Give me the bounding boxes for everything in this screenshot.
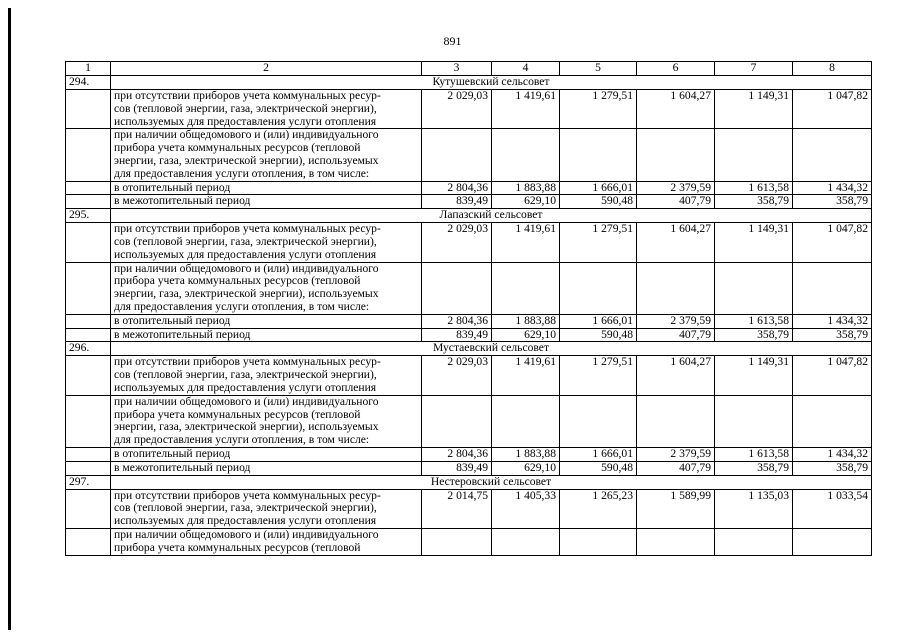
value-cell: 1 405,33 bbox=[492, 489, 560, 528]
description-line: энергии, газа, электрической энергии), используемых bbox=[114, 287, 379, 301]
value-cell: 1 883,88 bbox=[492, 181, 560, 195]
section-title: Лапазский сельсовет bbox=[111, 209, 872, 223]
description-line: при наличии общедомового и (или) индивидуального bbox=[114, 395, 379, 408]
description-line: при отсутствии приборов учета коммунальных ресур- bbox=[114, 222, 381, 236]
section-index: 297. bbox=[66, 475, 111, 489]
section-index: 296. bbox=[66, 342, 111, 356]
index-cell bbox=[66, 528, 111, 555]
description-cell bbox=[111, 262, 422, 314]
value-cell bbox=[715, 395, 793, 447]
description-line: в межотопительный период bbox=[114, 328, 251, 341]
value-cell: 1 613,58 bbox=[715, 447, 793, 461]
description-line: для предоставления услуги отопления, в том числе: bbox=[114, 433, 370, 447]
description-line: прибора учета коммунальных ресурсов (тепловой bbox=[114, 141, 361, 155]
table-row bbox=[66, 195, 872, 209]
value-cell: 590,48 bbox=[560, 461, 637, 475]
description-line: в межотопительный период bbox=[114, 194, 251, 208]
value-cell: 1 047,82 bbox=[793, 356, 872, 395]
value-cell: 839,49 bbox=[422, 195, 492, 209]
value-cell: 590,48 bbox=[560, 328, 637, 342]
table-row bbox=[66, 314, 872, 328]
value-cell bbox=[715, 528, 793, 555]
description-cell bbox=[111, 395, 422, 447]
column-header: 1 bbox=[66, 62, 111, 76]
description-cell bbox=[111, 489, 422, 528]
table-row bbox=[66, 90, 872, 129]
value-cell bbox=[422, 129, 492, 181]
table-row bbox=[66, 356, 872, 395]
description-line: энергии, газа, электрической энергии), используемых bbox=[114, 420, 379, 434]
value-cell: 1 883,88 bbox=[492, 447, 560, 461]
value-cell: 1 613,58 bbox=[715, 314, 793, 328]
description-line: при наличии общедомового и (или) индивидуального bbox=[114, 262, 379, 275]
column-header: 3 bbox=[422, 62, 492, 76]
value-cell: 1 604,27 bbox=[637, 356, 715, 395]
value-cell bbox=[492, 528, 560, 555]
value-cell bbox=[560, 395, 637, 447]
value-cell: 1 265,23 bbox=[560, 489, 637, 528]
value-cell: 2 379,59 bbox=[637, 314, 715, 328]
table-body bbox=[66, 62, 872, 556]
description-line: энергии, газа, электрической энергии), используемых bbox=[114, 153, 379, 167]
value-cell: 2 804,36 bbox=[422, 181, 492, 195]
column-header: 2 bbox=[111, 62, 422, 76]
description-line: при наличии общедомового и (или) индивидуального bbox=[114, 128, 379, 142]
value-cell bbox=[492, 262, 560, 314]
value-cell: 2 014,75 bbox=[422, 489, 492, 528]
value-cell: 1 135,03 bbox=[715, 489, 793, 528]
table-row bbox=[66, 129, 872, 181]
index-cell bbox=[66, 395, 111, 447]
value-cell bbox=[715, 129, 793, 181]
table-row bbox=[66, 262, 872, 314]
value-cell: 590,48 bbox=[560, 195, 637, 209]
column-header-row bbox=[66, 62, 872, 76]
description-cell bbox=[111, 314, 422, 328]
section-index: 294. bbox=[66, 76, 111, 90]
value-cell bbox=[715, 262, 793, 314]
description-cell bbox=[111, 356, 422, 395]
section-row bbox=[66, 342, 872, 356]
description-line: в межотопительный период bbox=[114, 461, 251, 474]
page-number: 891 bbox=[443, 34, 462, 48]
value-cell bbox=[637, 395, 715, 447]
description-line: используемых для предоставления услуги отопления bbox=[114, 247, 377, 261]
value-cell: 2 029,03 bbox=[422, 90, 492, 129]
description-line: при отсутствии приборов учета коммунальных ресур- bbox=[114, 355, 381, 369]
value-cell: 358,79 bbox=[793, 195, 872, 209]
value-cell: 1 279,51 bbox=[560, 356, 637, 395]
description-line: прибора учета коммунальных ресурсов (тепловой bbox=[114, 540, 361, 554]
value-cell: 1 149,31 bbox=[715, 90, 793, 129]
value-cell: 1 149,31 bbox=[715, 223, 793, 262]
value-cell: 1 434,32 bbox=[793, 447, 872, 461]
value-cell: 358,79 bbox=[793, 328, 872, 342]
index-cell bbox=[66, 356, 111, 395]
value-cell bbox=[422, 395, 492, 447]
value-cell: 1 666,01 bbox=[560, 181, 637, 195]
value-cell bbox=[637, 129, 715, 181]
value-cell: 2 804,36 bbox=[422, 314, 492, 328]
section-title: Нестеровский сельсовет bbox=[111, 475, 872, 489]
index-cell bbox=[66, 314, 111, 328]
value-cell: 629,10 bbox=[492, 195, 560, 209]
column-header: 7 bbox=[715, 62, 793, 76]
description-line: сов (тепловой энергии, газа, электрической энергии), bbox=[114, 101, 377, 115]
value-cell: 407,79 bbox=[637, 461, 715, 475]
description-line: для предоставления услуги отопления, в том числе: bbox=[114, 166, 370, 180]
description-line: сов (тепловой энергии, газа, электрической энергии), bbox=[114, 368, 377, 382]
value-cell: 2 804,36 bbox=[422, 447, 492, 461]
value-cell: 2 379,59 bbox=[637, 447, 715, 461]
index-cell bbox=[66, 181, 111, 195]
column-header: 5 bbox=[560, 62, 637, 76]
value-cell: 629,10 bbox=[492, 461, 560, 475]
value-cell: 1 434,32 bbox=[793, 181, 872, 195]
table-row bbox=[66, 328, 872, 342]
section-index: 295. bbox=[66, 209, 111, 223]
value-cell: 358,79 bbox=[715, 195, 793, 209]
value-cell bbox=[492, 395, 560, 447]
description-cell bbox=[111, 328, 422, 342]
description-cell bbox=[111, 195, 422, 209]
value-cell bbox=[560, 129, 637, 181]
value-cell bbox=[422, 262, 492, 314]
section-row bbox=[66, 209, 872, 223]
description-line: прибора учета коммунальных ресурсов (тепловой bbox=[114, 407, 361, 421]
description-line: используемых для предоставления услуги отопления bbox=[114, 380, 377, 394]
description-cell bbox=[111, 223, 422, 262]
value-cell bbox=[637, 528, 715, 555]
section-row bbox=[66, 76, 872, 90]
value-cell: 2 029,03 bbox=[422, 356, 492, 395]
description-cell bbox=[111, 90, 422, 129]
table-row bbox=[66, 395, 872, 447]
description-line: при отсутствии приборов учета коммунальных ресур- bbox=[114, 489, 381, 502]
value-cell: 1 613,58 bbox=[715, 181, 793, 195]
value-cell: 2 379,59 bbox=[637, 181, 715, 195]
value-cell bbox=[422, 528, 492, 555]
index-cell bbox=[66, 129, 111, 181]
section-title: Мустаевский сельсовет bbox=[111, 342, 872, 356]
value-cell: 1 033,54 bbox=[793, 489, 872, 528]
value-cell bbox=[793, 528, 872, 555]
column-header: 4 bbox=[492, 62, 560, 76]
value-cell: 1 419,61 bbox=[492, 356, 560, 395]
value-cell: 1 047,82 bbox=[793, 223, 872, 262]
description-line: используемых для предоставления услуги отопления bbox=[114, 114, 377, 128]
index-cell bbox=[66, 223, 111, 262]
value-cell bbox=[492, 129, 560, 181]
value-cell bbox=[637, 262, 715, 314]
description-line: прибора учета коммунальных ресурсов (тепловой bbox=[114, 274, 361, 288]
value-cell: 1 419,61 bbox=[492, 223, 560, 262]
description-cell bbox=[111, 181, 422, 195]
description-line: сов (тепловой энергии, газа, электрической энергии), bbox=[114, 234, 377, 248]
table-row bbox=[66, 528, 872, 555]
section-title: Кутушевский сельсовет bbox=[111, 76, 872, 90]
value-cell: 1 666,01 bbox=[560, 314, 637, 328]
column-header: 8 bbox=[793, 62, 872, 76]
value-cell: 1 419,61 bbox=[492, 90, 560, 129]
value-cell: 2 029,03 bbox=[422, 223, 492, 262]
index-cell bbox=[66, 461, 111, 475]
value-cell: 839,49 bbox=[422, 328, 492, 342]
value-cell: 629,10 bbox=[492, 328, 560, 342]
index-cell bbox=[66, 90, 111, 129]
table-row bbox=[66, 181, 872, 195]
table-row bbox=[66, 461, 872, 475]
value-cell: 407,79 bbox=[637, 328, 715, 342]
description-line: при наличии общедомового и (или) индивидуального bbox=[114, 528, 379, 541]
value-cell: 1 047,82 bbox=[793, 90, 872, 129]
value-cell: 1 666,01 bbox=[560, 447, 637, 461]
table-row bbox=[66, 489, 872, 528]
index-cell bbox=[66, 262, 111, 314]
description-cell bbox=[111, 461, 422, 475]
table-row bbox=[66, 447, 872, 461]
value-cell: 839,49 bbox=[422, 461, 492, 475]
tariff-table bbox=[65, 61, 872, 556]
value-cell: 358,79 bbox=[715, 461, 793, 475]
margin-rule bbox=[8, 8, 11, 630]
value-cell bbox=[793, 395, 872, 447]
value-cell: 1 434,32 bbox=[793, 314, 872, 328]
description-line: при отсутствии приборов учета коммунальных ресур- bbox=[114, 89, 381, 102]
value-cell: 1 149,31 bbox=[715, 356, 793, 395]
index-cell bbox=[66, 195, 111, 209]
description-cell bbox=[111, 528, 422, 555]
value-cell: 1 589,99 bbox=[637, 489, 715, 528]
description-line: в отопительный период bbox=[114, 181, 231, 194]
description-line: сов (тепловой энергии, газа, электрической энергии), bbox=[114, 501, 377, 515]
value-cell: 1 604,27 bbox=[637, 90, 715, 129]
value-cell bbox=[793, 262, 872, 314]
description-line: в отопительный период bbox=[114, 314, 231, 327]
value-cell: 407,79 bbox=[637, 195, 715, 209]
value-cell: 358,79 bbox=[715, 328, 793, 342]
description-cell bbox=[111, 129, 422, 181]
value-cell bbox=[560, 528, 637, 555]
description-line: используемых для предоставления услуги отопления bbox=[114, 514, 377, 528]
value-cell: 358,79 bbox=[793, 461, 872, 475]
value-cell: 1 279,51 bbox=[560, 90, 637, 129]
value-cell bbox=[793, 129, 872, 181]
index-cell bbox=[66, 489, 111, 528]
description-line: в отопительный период bbox=[114, 447, 231, 460]
value-cell bbox=[560, 262, 637, 314]
value-cell: 1 279,51 bbox=[560, 223, 637, 262]
section-row bbox=[66, 475, 872, 489]
description-cell bbox=[111, 447, 422, 461]
value-cell: 1 604,27 bbox=[637, 223, 715, 262]
table-row bbox=[66, 223, 872, 262]
index-cell bbox=[66, 447, 111, 461]
value-cell: 1 883,88 bbox=[492, 314, 560, 328]
column-header: 6 bbox=[637, 62, 715, 76]
index-cell bbox=[66, 328, 111, 342]
description-line: для предоставления услуги отопления, в том числе: bbox=[114, 299, 370, 313]
